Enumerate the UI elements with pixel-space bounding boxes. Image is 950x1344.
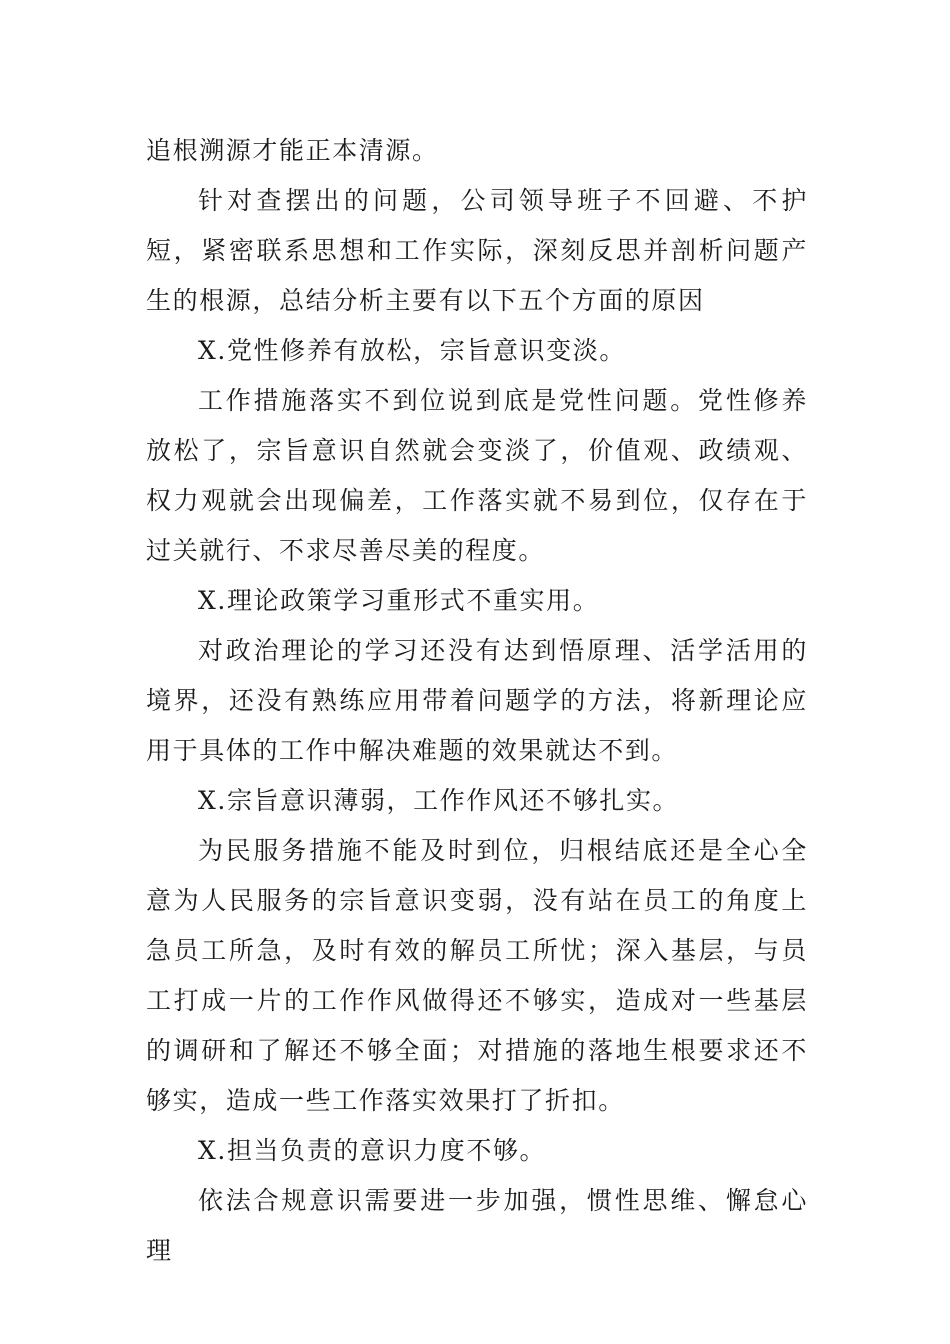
- section-heading-2: X.理论政策学习重形式不重实用。: [198, 586, 600, 615]
- section-heading-4: X.担当负责的意识力度不够。: [198, 1136, 547, 1165]
- paragraph-intro-tail: 追根溯源才能正本清源。: [146, 136, 439, 165]
- paragraph-section-4: 依法合规意识需要进一步加强，惯性思维、懈怠心理: [146, 1186, 808, 1265]
- section-heading-1: X.党性修养有放松，宗旨意识变淡。: [198, 336, 626, 365]
- paragraph-section-1: 工作措施落实不到位说到底是党性问题。党性修养放松了，宗旨意识自然就会变淡了，价值观、政绩观、权力观就会出现偏差，工作落实就不易到位，仅存在于过关就行、不求尽善尽美的程度。: [146, 386, 808, 565]
- paragraph-section-2: 对政治理论的学习还没有达到悟原理、活学活用的境界，还没有熟练应用带着问题学的方法，将新理论应用于具体的工作中解决难题的效果就达不到。: [146, 636, 808, 765]
- document-body: [146, 126, 808, 1276]
- paragraph-analysis-intro: 针对查摆出的问题，公司领导班子不回避、不护短，紧密联系思想和工作实际，深刻反思并剖析问题产生的根源，总结分析主要有以下五个方面的原因: [146, 186, 808, 315]
- paragraph-section-3: 为民服务措施不能及时到位，归根结底还是全心全意为人民服务的宗旨意识变弱，没有站在员工的角度上急员工所急，及时有效的解员工所忧；深入基层，与员工打成一片的工作作风做得还不够实，造成对一些基层的调研和了解还不够全面；对措施的落地生根要求还不够实，造成一些工作落实效果打了折扣。: [146, 836, 808, 1115]
- section-heading-3: X.宗旨意识薄弱，工作作风还不够扎实。: [198, 786, 680, 815]
